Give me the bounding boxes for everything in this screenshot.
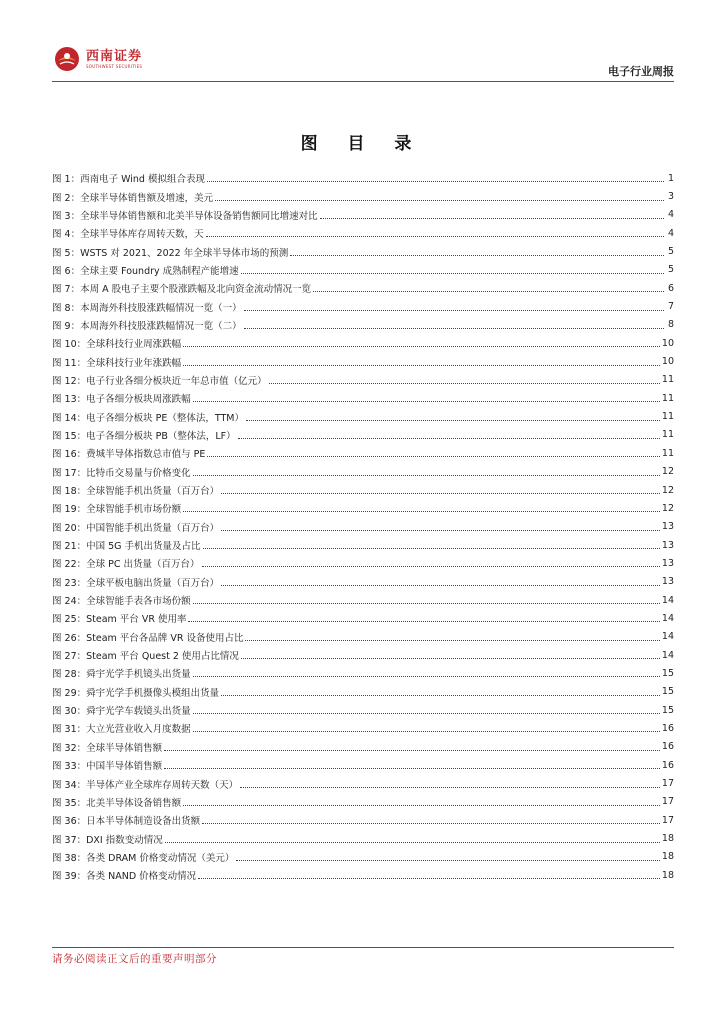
toc-entry-label: 图 28：舜宇光学手机镜头出货量 bbox=[52, 669, 191, 681]
toc-entry-page: 16 bbox=[661, 722, 674, 734]
toc-entry-page: 11 bbox=[661, 392, 674, 404]
toc-entry-label: 图 3：全球半导体销售额和北美半导体设备销售额同比增速对比 bbox=[52, 210, 318, 222]
toc-entry-page: 15 bbox=[661, 686, 674, 698]
toc-entry-page: 17 bbox=[661, 778, 674, 790]
toc-entry[interactable] bbox=[52, 664, 674, 682]
toc-entry-page: 16 bbox=[661, 741, 674, 753]
toc-entry-label: 图 4：全球半导体库存周转天数，天 bbox=[52, 229, 204, 241]
toc-dot-leader bbox=[313, 290, 664, 292]
toc-dot-leader bbox=[193, 712, 660, 714]
toc-entry-label: 图 36：日本半导体制造设备出货额 bbox=[52, 816, 201, 828]
toc-entry[interactable] bbox=[52, 169, 674, 187]
toc-dot-leader bbox=[193, 400, 660, 402]
toc-entry[interactable] bbox=[52, 793, 674, 811]
toc-entry-label: 图 19：全球智能手机市场份额 bbox=[52, 504, 182, 516]
logo-english-name: SOUTHWEST SECURITIES bbox=[86, 63, 143, 69]
toc-dot-leader bbox=[207, 180, 664, 182]
toc-entry-page: 11 bbox=[661, 447, 674, 459]
toc-dot-leader bbox=[238, 437, 660, 439]
toc-entry-page: 11 bbox=[661, 411, 674, 423]
toc-dot-leader bbox=[183, 364, 660, 366]
toc-entry[interactable] bbox=[52, 774, 674, 792]
toc-entry[interactable] bbox=[52, 591, 674, 609]
toc-dot-leader bbox=[193, 602, 660, 604]
toc-entry-label: 图 38：各类 DRAM 价格变动情况（美元） bbox=[52, 852, 235, 864]
toc-dot-leader bbox=[202, 565, 660, 567]
toc-entry-label: 图 25：Steam 平台 VR 使用率 bbox=[52, 614, 187, 626]
footer-divider bbox=[52, 947, 674, 948]
toc-entry-page: 5 bbox=[667, 264, 674, 276]
toc-dot-leader bbox=[198, 877, 660, 879]
toc-entry[interactable] bbox=[52, 206, 674, 224]
toc-entry[interactable] bbox=[52, 646, 674, 664]
toc-entry[interactable] bbox=[52, 371, 674, 389]
toc-dot-leader bbox=[207, 455, 660, 457]
toc-entry-page: 4 bbox=[667, 227, 674, 239]
toc-dot-leader bbox=[221, 492, 660, 494]
toc-entry-label: 图 16：费城半导体指数总市值与 PE bbox=[52, 449, 206, 461]
toc-entry-page: 13 bbox=[661, 576, 674, 588]
toc-dot-leader bbox=[221, 584, 660, 586]
toc-entry-page: 17 bbox=[661, 814, 674, 826]
toc-entry-label: 图 37：DXI 指数变动情况 bbox=[52, 834, 163, 846]
toc-entry-page: 13 bbox=[661, 539, 674, 551]
toc-dot-leader bbox=[236, 859, 660, 861]
toc-dot-leader bbox=[183, 804, 660, 806]
footer-notice: 请务必阅读正文后的重要声明部分 bbox=[52, 953, 217, 965]
page-title: 图 目 录 bbox=[300, 134, 424, 154]
toc-entry-label: 图 32：全球半导体销售额 bbox=[52, 742, 163, 754]
toc-entry-label: 图 26：Steam 平台各品牌 VR 设备使用占比 bbox=[52, 632, 244, 644]
toc-entry[interactable] bbox=[52, 683, 674, 701]
toc-entry[interactable] bbox=[52, 573, 674, 591]
toc-entry-page: 13 bbox=[661, 557, 674, 569]
toc-entry-page: 15 bbox=[661, 704, 674, 716]
toc-entry[interactable] bbox=[52, 426, 674, 444]
toc-entry-label: 图 5：WSTS 对 2021、2022 年全球半导体市场的预测 bbox=[52, 247, 289, 259]
toc-entry[interactable] bbox=[52, 463, 674, 481]
toc-dot-leader bbox=[188, 620, 659, 622]
toc-dot-leader bbox=[320, 217, 664, 219]
toc-dot-leader bbox=[193, 730, 660, 732]
toc-entry-label: 图 1：西南电子 Wind 模拟组合表现 bbox=[52, 174, 205, 186]
logo-chinese-name: 西南证券 bbox=[86, 48, 143, 64]
toc-entry[interactable] bbox=[52, 334, 674, 352]
toc-entry[interactable] bbox=[52, 609, 674, 627]
toc-entry[interactable] bbox=[52, 628, 674, 646]
toc-entry[interactable] bbox=[52, 829, 674, 847]
toc-entry-page: 14 bbox=[661, 594, 674, 606]
toc-entry[interactable] bbox=[52, 719, 674, 737]
toc-entry[interactable] bbox=[52, 481, 674, 499]
toc-entry-label: 图 14：电子各细分板块 PE（整体法，TTM） bbox=[52, 412, 244, 424]
toc-entry-page: 17 bbox=[661, 796, 674, 808]
toc-dot-leader bbox=[202, 822, 660, 824]
toc-dot-leader bbox=[183, 510, 660, 512]
company-logo bbox=[52, 44, 142, 74]
toc-entry[interactable] bbox=[52, 261, 674, 279]
page-header bbox=[52, 44, 674, 80]
toc-dot-leader bbox=[241, 657, 660, 659]
toc-dot-leader bbox=[221, 529, 660, 531]
report-type-label: 电子行业周报 bbox=[608, 65, 674, 78]
toc-entry-label: 图 6：全球主要 Foundry 成熟制程产能增速 bbox=[52, 265, 239, 277]
toc-entry[interactable] bbox=[52, 518, 674, 536]
toc-entry-label: 图 7：本周 A 股电子主要个股涨跌幅及北向资金流动情况一览 bbox=[52, 284, 312, 296]
toc-entry-page: 1 bbox=[667, 172, 674, 184]
toc-entry-label: 图 2：全球半导体销售额及增速，美元 bbox=[52, 192, 214, 204]
toc-entry-page: 8 bbox=[667, 319, 674, 331]
toc-entry-label: 图 23：全球平板电脑出货量（百万台） bbox=[52, 577, 220, 589]
toc-dot-leader bbox=[244, 327, 664, 329]
toc-entry[interactable] bbox=[52, 242, 674, 260]
toc-entry-label: 图 10：全球科技行业周涨跌幅 bbox=[52, 339, 182, 351]
toc-entry-label: 图 12：电子行业各细分板块近一年总市值（亿元） bbox=[52, 375, 267, 387]
toc-entry-page: 12 bbox=[661, 502, 674, 514]
toc-entry-page: 14 bbox=[661, 631, 674, 643]
toc-entry-page: 3 bbox=[667, 191, 674, 203]
toc-entry[interactable] bbox=[52, 701, 674, 719]
toc-entry-page: 12 bbox=[661, 484, 674, 496]
toc-entry-page: 6 bbox=[667, 282, 674, 294]
toc-entry[interactable] bbox=[52, 756, 674, 774]
toc-entry-page: 5 bbox=[667, 246, 674, 258]
toc-dot-leader bbox=[246, 419, 660, 421]
toc-entry-label: 图 11：全球科技行业年涨跌幅 bbox=[52, 357, 182, 369]
toc-entry[interactable] bbox=[52, 224, 674, 242]
toc-entry-label: 图 30：舜宇光学车载镜头出货量 bbox=[52, 706, 191, 718]
logo-emblem-icon bbox=[52, 44, 82, 74]
toc-entry-page: 4 bbox=[667, 209, 674, 221]
toc-entry-page: 16 bbox=[661, 759, 674, 771]
toc-entry-label: 图 20：中国智能手机出货量（百万台） bbox=[52, 522, 220, 534]
toc-dot-leader bbox=[244, 309, 664, 311]
toc-entry[interactable] bbox=[52, 554, 674, 572]
toc-dot-leader bbox=[203, 547, 660, 549]
toc-entry-label: 图 22：全球 PC 出货量（百万台） bbox=[52, 559, 200, 571]
toc-entry-page: 15 bbox=[661, 667, 674, 679]
toc-entry-page: 13 bbox=[661, 521, 674, 533]
toc-entry-page: 11 bbox=[661, 374, 674, 386]
toc-entry-label: 图 15：电子各细分板块 PB（整体法，LF） bbox=[52, 430, 236, 442]
toc-entry-label: 图 29：舜宇光学手机摄像头模组出货量 bbox=[52, 687, 220, 699]
header-divider bbox=[52, 81, 674, 82]
toc-entry-label: 图 34：半导体产业全球库存周转天数（天） bbox=[52, 779, 239, 791]
toc-entry-label: 图 39：各类 NAND 价格变动情况 bbox=[52, 871, 197, 883]
toc-entry-label: 图 9：本周海外科技股涨跌幅情况一览（二） bbox=[52, 320, 242, 332]
toc-dot-leader bbox=[193, 474, 660, 476]
toc-dot-leader bbox=[215, 199, 664, 201]
toc-dot-leader bbox=[245, 639, 659, 641]
toc-entry-page: 18 bbox=[661, 833, 674, 845]
toc-entry-page: 12 bbox=[661, 466, 674, 478]
toc-dot-leader bbox=[165, 841, 660, 843]
toc-entry[interactable] bbox=[52, 407, 674, 425]
toc-entry[interactable] bbox=[52, 389, 674, 407]
toc-entry[interactable] bbox=[52, 297, 674, 315]
toc-entry[interactable] bbox=[52, 444, 674, 462]
toc-entry-page: 10 bbox=[661, 337, 674, 349]
toc-entry-page: 7 bbox=[667, 301, 674, 313]
toc-entry-label: 图 18：全球智能手机出货量（百万台） bbox=[52, 486, 220, 498]
toc-dot-leader bbox=[221, 694, 660, 696]
toc-entry-label: 图 13：电子各细分板块周涨跌幅 bbox=[52, 394, 191, 406]
toc-dot-leader bbox=[241, 272, 664, 274]
toc-entry[interactable] bbox=[52, 187, 674, 205]
toc-entry[interactable] bbox=[52, 738, 674, 756]
toc-dot-leader bbox=[206, 235, 664, 237]
toc-entry[interactable] bbox=[52, 536, 674, 554]
toc-entry[interactable] bbox=[52, 279, 674, 297]
toc-entry-label: 图 24：全球智能手表各市场份额 bbox=[52, 596, 191, 608]
toc-entry-page: 10 bbox=[661, 356, 674, 368]
toc-entry-label: 图 21：中国 5G 手机出货量及占比 bbox=[52, 541, 201, 553]
toc-entry-label: 图 35：北美半导体设备销售额 bbox=[52, 797, 182, 809]
toc-dot-leader bbox=[164, 749, 660, 751]
toc-entry-page: 18 bbox=[661, 869, 674, 881]
toc-entry-label: 图 17：比特币交易量与价格变化 bbox=[52, 467, 191, 479]
toc-entry[interactable] bbox=[52, 866, 674, 884]
toc-entry-page: 18 bbox=[661, 851, 674, 863]
toc-entry[interactable] bbox=[52, 499, 674, 517]
toc-entry-page: 11 bbox=[661, 429, 674, 441]
toc-entry-label: 图 8：本周海外科技股涨跌幅情况一览（一） bbox=[52, 302, 242, 314]
toc-dot-leader bbox=[290, 254, 664, 256]
toc-dot-leader bbox=[240, 786, 660, 788]
toc-dot-leader bbox=[183, 345, 660, 347]
toc-entry-label: 图 27：Steam 平台 Quest 2 使用占比情况 bbox=[52, 651, 239, 663]
toc-entry-page: 14 bbox=[661, 612, 674, 624]
toc-dot-leader bbox=[269, 382, 660, 384]
toc-entry-label: 图 33：中国半导体销售额 bbox=[52, 761, 163, 773]
figure-table-of-contents bbox=[52, 169, 674, 884]
toc-dot-leader bbox=[164, 767, 660, 769]
toc-entry[interactable] bbox=[52, 848, 674, 866]
toc-entry-label: 图 31：大立光营业收入月度数据 bbox=[52, 724, 191, 736]
toc-dot-leader bbox=[193, 675, 660, 677]
toc-entry[interactable] bbox=[52, 352, 674, 370]
toc-entry[interactable] bbox=[52, 811, 674, 829]
toc-entry[interactable] bbox=[52, 316, 674, 334]
toc-entry-page: 14 bbox=[661, 649, 674, 661]
